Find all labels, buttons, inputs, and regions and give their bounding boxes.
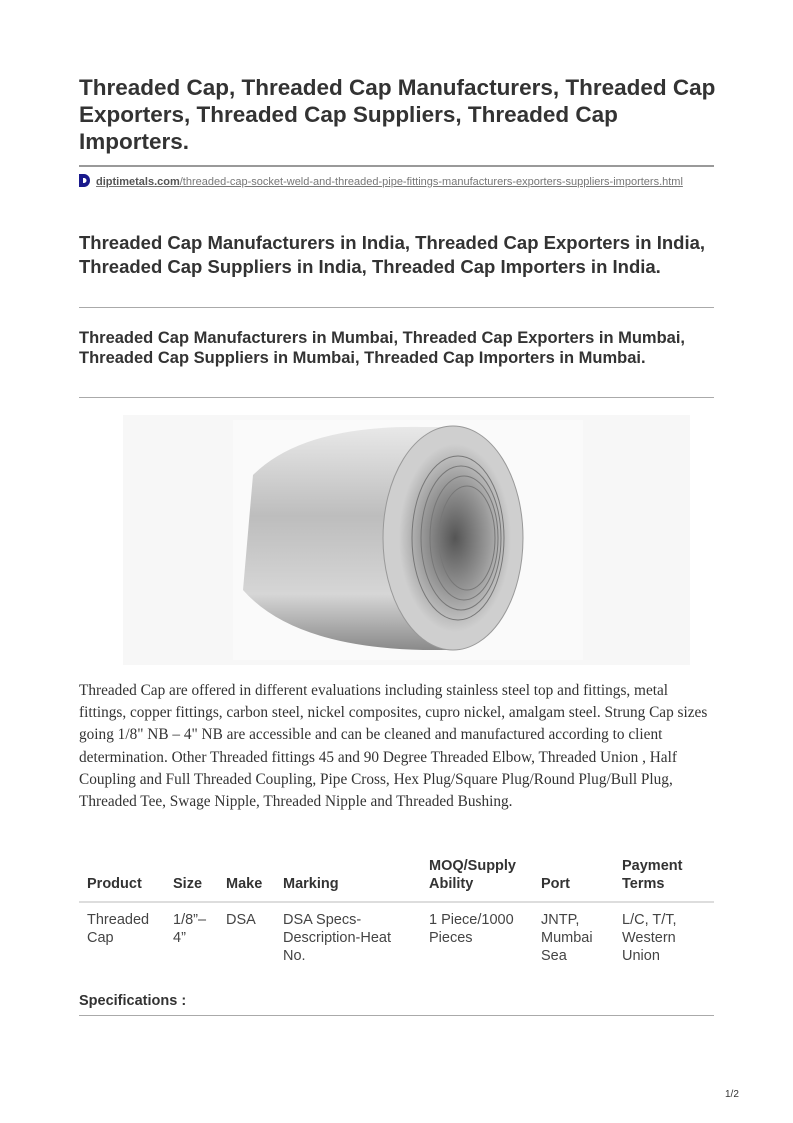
- product-table: [79, 857, 714, 973]
- table-header-row: [79, 857, 714, 902]
- source-url[interactable]: diptimetals.com/threaded-cap-socket-weld-and-threaded-pipe-fittings-manufacturers-exporters-suppliers-importers.html: [96, 176, 683, 188]
- cell-moq: 1 Piece/1000 Pieces: [429, 912, 514, 946]
- col-moq: MOQ/Supply Ability: [421, 857, 533, 902]
- heading-india: Threaded Cap Manufacturers in India, Threaded Cap Exporters in India, Threaded Cap Suppliers in India, Threaded Cap Importers in India.: [79, 232, 706, 277]
- divider: [79, 307, 714, 308]
- page-title: Threaded Cap, Threaded Cap Manufacturers, Threaded Cap Exporters, Threaded Cap Suppliers, Threaded Cap Importers.: [79, 75, 716, 154]
- divider: [79, 165, 714, 167]
- body-paragraph: Threaded Cap are offered in different evaluations including stainless steel top and fittings, metal fittings, copper fittings, carbon steel, nickel composites, cupro nickel, amalgam steel. Strung Cap sizes going 1/8" NB – 4" NB are accessible and can be cleaned and manufactured according to client determination. Other Threaded fittings 45 and 90 Degree Threaded Elbow, Threaded Union , Half Coupling and Full Threaded Coupling, Pipe Cross, Hex Plug/Square Plug/Round Plug/Bull Plug, Threaded Tee, Swage Nipple, Threaded Nipple and Threaded Bushing.: [79, 682, 708, 811]
- col-marking: Marking: [275, 857, 421, 902]
- heading-mumbai: Threaded Cap Manufacturers in Mumbai, Threaded Cap Exporters in Mumbai, Threaded Cap Suppliers in Mumbai, Threaded Cap Importers in Mumbai.: [79, 329, 686, 367]
- dipti-logo-icon: [79, 174, 91, 187]
- col-size: Size: [165, 857, 218, 902]
- cell-size: 1/8”– 4”: [173, 912, 207, 946]
- page-number: 1/2: [725, 1089, 739, 1100]
- product-image: [123, 415, 690, 665]
- cell-product: Threaded Cap: [87, 912, 150, 946]
- cell-make: DSA: [226, 912, 256, 928]
- cell-marking: DSA Specs-Description-Heat No.: [283, 912, 391, 964]
- specifications-heading: Specifications :: [79, 993, 187, 1009]
- cell-payment: L/C, T/T, Western Union: [622, 912, 677, 964]
- col-payment: Payment Terms: [614, 857, 714, 902]
- table-row: [79, 902, 714, 973]
- divider: [79, 397, 714, 398]
- cell-port: JNTP, Mumbai Sea: [541, 912, 593, 964]
- source-link[interactable]: [79, 174, 719, 190]
- col-make: Make: [218, 857, 275, 902]
- col-product: Product: [79, 857, 165, 902]
- col-port: Port: [533, 857, 614, 902]
- divider: [79, 1015, 714, 1016]
